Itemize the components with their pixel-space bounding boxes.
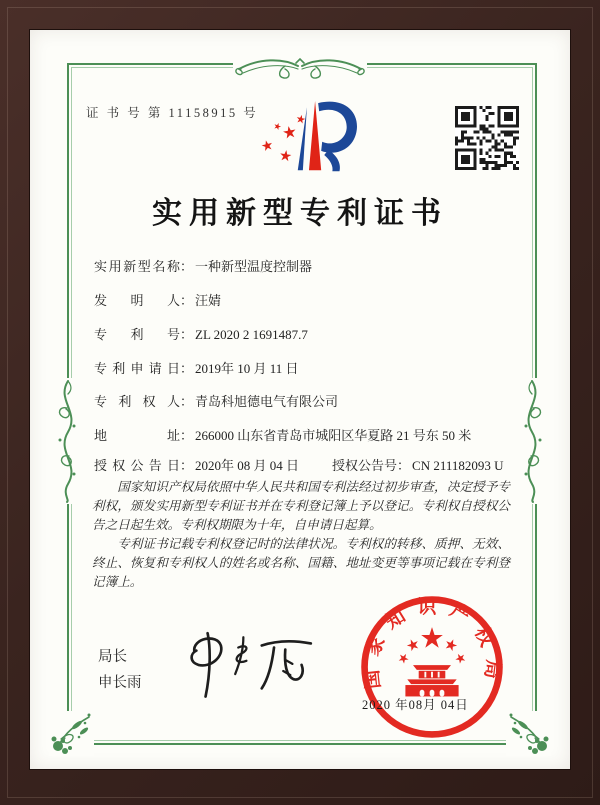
field-colon: ： [180, 327, 194, 342]
grant-date-value: 2020年 08 月 04 日 [195, 458, 300, 473]
director-title: 局长 [98, 649, 127, 665]
right-flourish-ornament [515, 378, 551, 504]
grant-row [94, 455, 504, 473]
grant-no-value: CN 211182093 U [412, 458, 504, 473]
field-value: 青岛科旭德电气有限公司 [195, 394, 339, 409]
field-row-inventor [94, 290, 221, 308]
field-row-patent-no [94, 324, 308, 342]
field-row-address [94, 425, 471, 443]
field-row-filing-date [94, 358, 299, 376]
signoff-block [98, 644, 142, 696]
field-label: 地址 [94, 428, 180, 443]
field-colon: ： [180, 259, 194, 274]
national-emblem-icon [396, 627, 467, 696]
bottom-left-corner-ornament [49, 711, 94, 756]
body-paragraph: 专利证书记载专利权登记时的法律状况。专利权的转移、质押、无效、终止、恢复和专利权人的姓名或名称、国籍、地址变更等事项记载在专利登记簿上。 [92, 537, 510, 589]
grant-no-pair [332, 455, 504, 474]
field-value: 2019年 10 月 11 日 [195, 361, 299, 376]
director-name: 申长雨 [98, 675, 142, 691]
field-label: 专利权人 [94, 394, 180, 409]
director-signature [180, 623, 318, 703]
field-colon: ： [180, 361, 194, 376]
certificate-title: 实用新型专利证书 [152, 197, 448, 230]
bottom-right-corner-ornament [506, 711, 551, 756]
field-label: 专利号 [94, 327, 180, 342]
field-colon: ： [180, 428, 194, 443]
field-value: ZL 2020 2 1691487.7 [195, 327, 308, 342]
field-label: 专利申请日 [94, 361, 180, 376]
cnipa-logo-icon [254, 99, 366, 173]
top-flourish-ornament [233, 50, 367, 86]
field-colon: ： [180, 458, 194, 473]
seal-date: 2020 年08月 04日 [362, 698, 469, 712]
left-flourish-ornament [49, 378, 85, 504]
field-colon: ： [180, 394, 194, 409]
body-paragraph: 国家知识产权局依照中华人民共和国专利法经过初步审查，决定授予专利权，颁发实用新型专利证书并在专利登记簿上予以登记。专利权自授权公告之日起生效。专利权期限为十年，自申请日起算。 [92, 480, 510, 532]
certificate-number: 证 书 号 第 11158915 号 [86, 106, 259, 120]
field-colon: ： [397, 458, 411, 473]
field-value: 一种新型温度控制器 [195, 259, 313, 274]
field-value: 汪婧 [195, 293, 222, 308]
field-value: 266000 山东省青岛市城阳区华夏路 21 号东 50 米 [195, 428, 472, 443]
certificate-body [92, 478, 510, 592]
field-colon: ： [180, 293, 194, 308]
qr-code [455, 106, 519, 170]
field-row-name [94, 256, 312, 274]
grant-no-label: 授权公告号 [332, 458, 398, 473]
grant-date-label: 授权公告日 [94, 458, 180, 473]
field-row-patentee [94, 391, 338, 409]
seal-ring-text: 国家知识产权局 [360, 597, 504, 692]
field-label: 实用新型名称 [94, 259, 180, 274]
cnipa-red-seal-icon [356, 591, 508, 743]
field-label: 发明人 [94, 293, 180, 308]
